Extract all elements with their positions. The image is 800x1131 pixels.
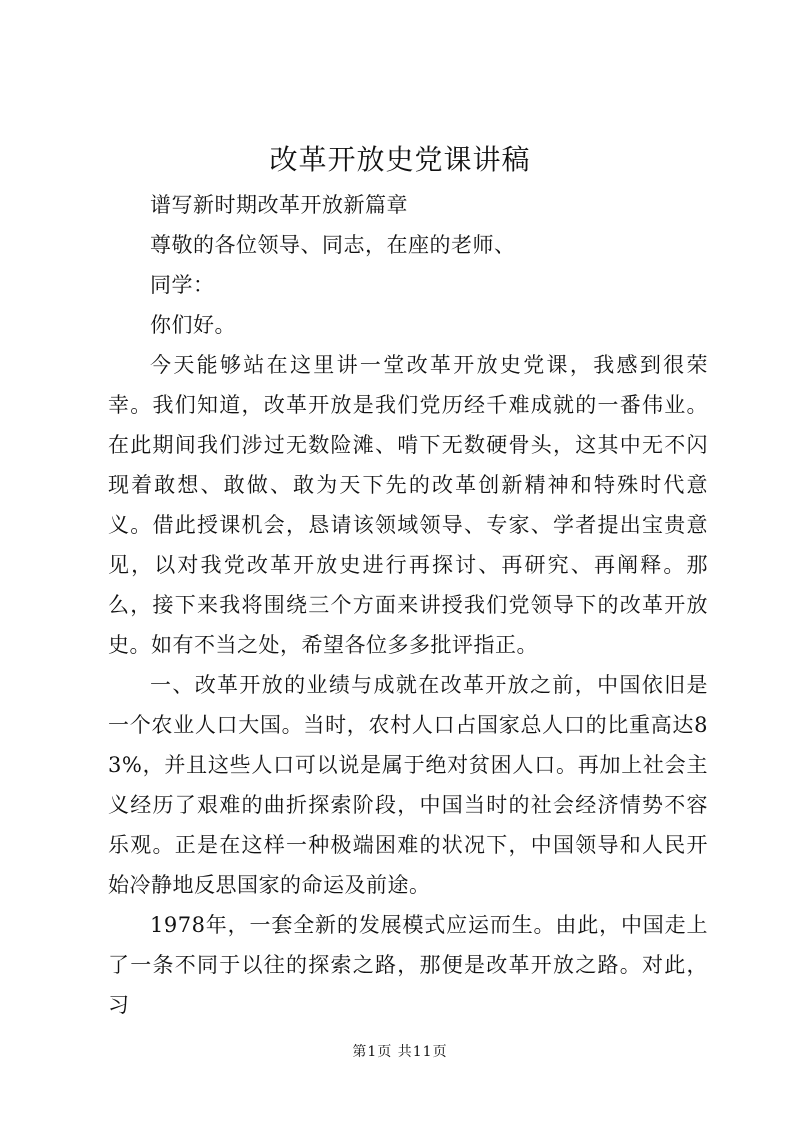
document-title: 改革开放史党课讲稿 (269, 143, 531, 176)
paragraph-1978: 1978年，一套全新的发展模式应运而生。由此，中国走上了一条不同于以往的探索之路，那便是改革开放之路。对此，习 (108, 913, 708, 1017)
paragraph-subtitle: 谱写新时期改革开放新篇章 (150, 193, 408, 217)
paragraph-intro: 今天能够站在这里讲一堂改革开放史党课，我感到很荣幸。我们知道，改革开放是我们党历经千难成就的一番伟业。在此期间我们涉过无数险滩、啃下无数硬骨头，这其中无不闪现着敢想、敢做、敢为天下先的改革创新精神和特殊时代意义。借此授课机会，恳请该领域领导、专家、学者提出宝贵意见，以对我党改革开放史进行再探讨、再研究、再阐释。那么，接下来我将围绕三个方面来讲授我们党领导下的改革开放史。如有不当之处，希望各位多多批评指正。 (108, 353, 708, 657)
paragraph-salutation: 尊敬的各位领导、同志，在座的老师、 (150, 233, 516, 257)
paragraph-greeting: 你们好。 (150, 313, 236, 337)
document-body (108, 185, 708, 1025)
page-footer: 第1页 共11页 (352, 1044, 448, 1060)
paragraph-salutation-cont: 同学： (150, 273, 215, 297)
paragraph-section-one: 一、改革开放的业绩与成就在改革开放之前，中国依旧是一个农业人口大国。当时，农村人口占国家总人口的比重高达83%，并且这些人口可以说是属于绝对贫困人口。再加上社会主义经历了艰难的曲折探索阶段，中国当时的社会经济情势不容乐观。正是在这样一种极端困难的状况下，中国领导和人民开始冷静地反思国家的命运及前途。 (108, 673, 708, 897)
